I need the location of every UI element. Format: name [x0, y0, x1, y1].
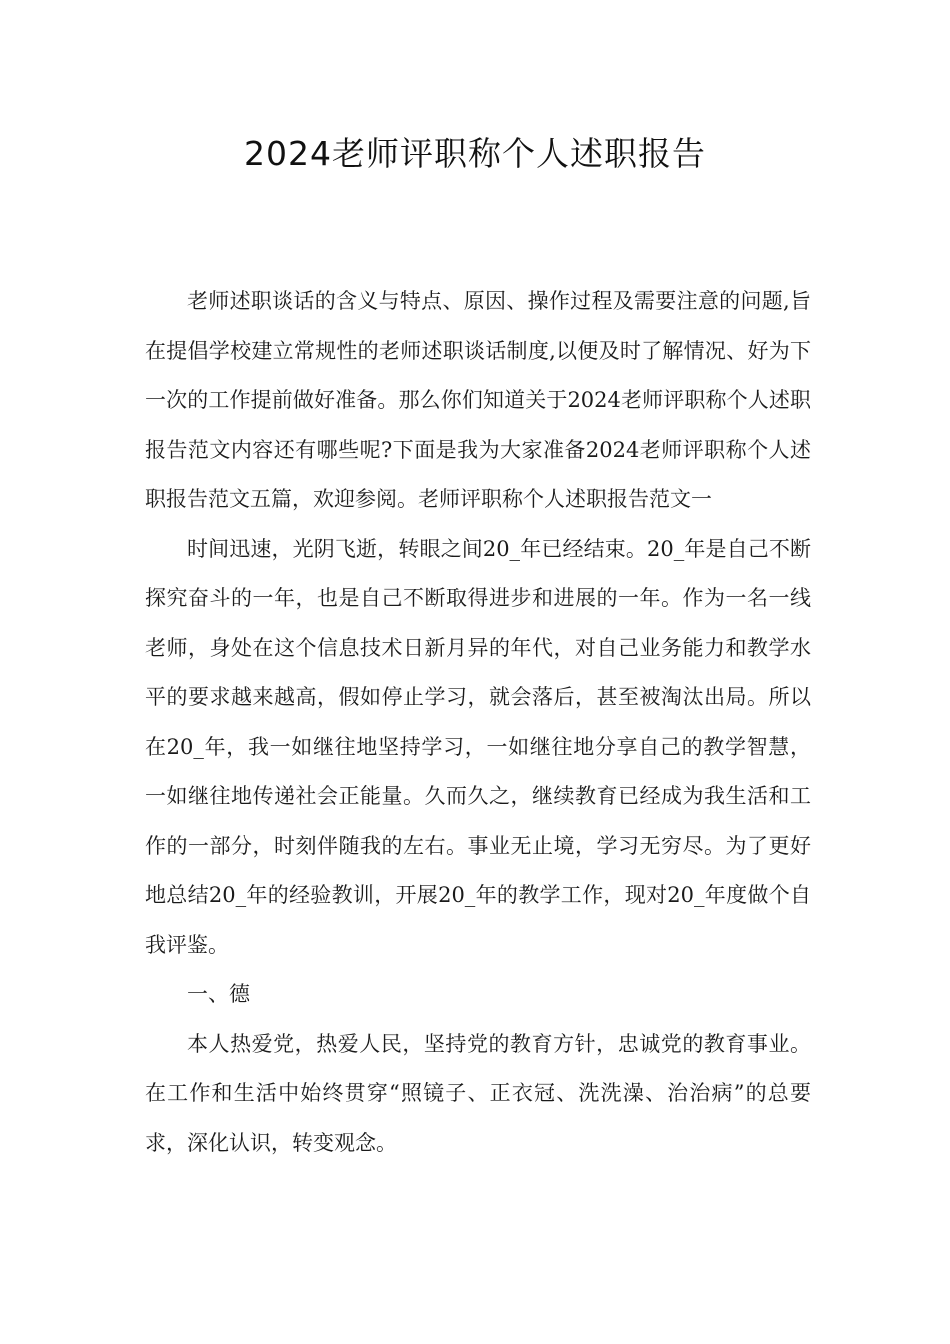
section-heading: 一、德 — [187, 982, 250, 1006]
body-paragraph: 时间迅速，光阴飞逝，转眼之间20_年已经结束。20_年是自己不断探究奋斗的一年，也是自己不断取得进步和进展的一年。作为一名一线老师，身处在这个信息技术日新月异的年代，对自己业务能力和教学水平的要求越来越高，假如停止学习，就会落后，甚至被淘汰出局。所以在20_年，我一如继往地坚持学习，一如继往地分享自己的教学智慧，一如继往地传递社会正能量。久而久之，继续教育已经成为我生活和工作的一部分，时刻伴随我的左右。事业无止境，学习无穷尽。为了更好地总结20_年的经验教训，开展20_年的教学工作，现对20_年度做个自我评鉴。 — [145, 536, 811, 957]
document-body — [145, 277, 811, 1168]
document-title: 2024老师评职称个人述职报告 — [244, 134, 706, 173]
intro-paragraph: 老师述职谈话的含义与特点、原因、操作过程及需要注意的问题,旨在提倡学校建立常规性的老师述职谈话制度,以便及时了解情况、好为下一次的工作提前做好准备。那么你们知道关于2024老师评职称个人述职报告范文内容还有哪些呢?下面是我为大家准备2024老师评职称个人述职报告范文五篇，欢迎参阅。老师评职称个人述职报告范文一 — [145, 289, 811, 511]
body-paragraph: 本人热爱党，热爱人民，坚持党的教育方针，忠诚党的教育事业。在工作和生活中始终贯穿“照镜子、正衣冠、洗洗澡、治治病”的总要求，深化认识，转变观念。 — [145, 1031, 811, 1155]
